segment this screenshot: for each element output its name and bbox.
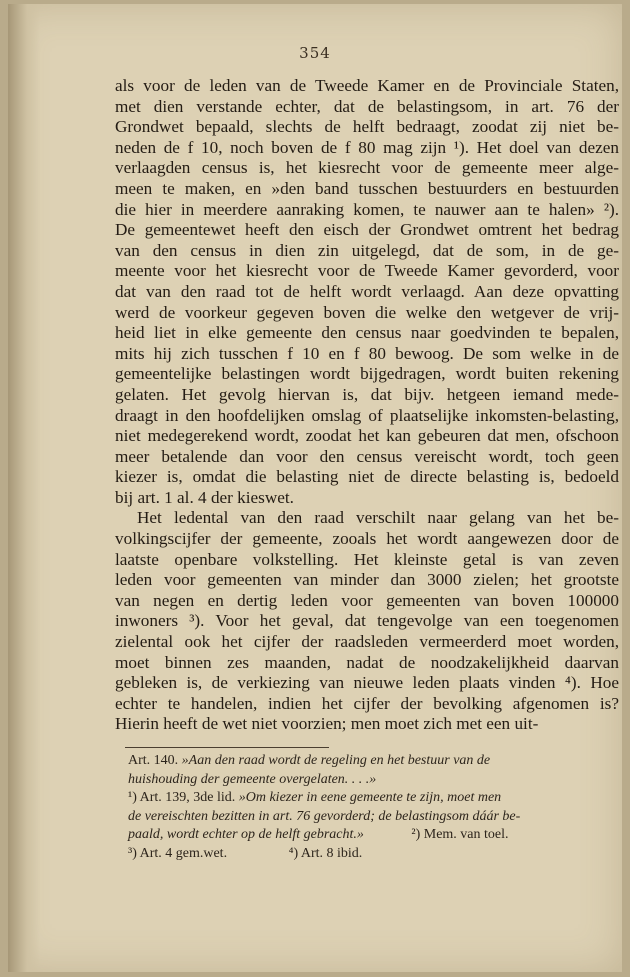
page-binding-shadow: [8, 4, 40, 972]
text-line: meen te maken, en »den band tusschen bestuurders en bestuurden: [115, 178, 619, 198]
footnote-article-line: [128, 752, 622, 771]
paragraph-1: [115, 76, 619, 508]
page-number: 354: [299, 44, 331, 62]
text-line: Hierin heeft de wet niet voorzien; men moet zich met een uit-: [115, 714, 539, 734]
text-line: met dien verstande echter, dat de belastingsom, in art. 76 der: [115, 96, 619, 116]
footnote-article-line: [128, 771, 622, 790]
footnote-3-4-line: [128, 845, 622, 864]
footnote-1-text-cont: de vereischten bezitten in art. 76 gevorderd; de belastingsom dáár be-: [128, 808, 521, 824]
footnote-3-text: Art. 4 gem.wet.: [139, 845, 228, 861]
text-line: kiezer is, omdat die belasting niet de directe belasting is, bedoeld: [115, 467, 619, 487]
footnote-article-label: Art. 140.: [128, 753, 179, 768]
text-line: meer betalende dan voor den census vereischt wordt, toch geen: [115, 446, 619, 466]
text-line: zielental ook het cijfer der raadsleden vermeerderd moet worden,: [115, 632, 619, 652]
footnote-2-marker: ²): [411, 827, 421, 843]
footnote-article-text: »Aan den raad wordt de regeling en het bestuur van de: [181, 753, 491, 768]
footnote-rule: [125, 747, 329, 748]
footnote-1-line: [128, 789, 622, 808]
footnote-1-line: [128, 808, 622, 827]
text-line: die hier in meerdere aanraking komen, te nauwer aan te halen» ²).: [115, 199, 619, 219]
footnote-1-text: »Om kiezer in eene gemeente te zijn, moet men: [238, 790, 502, 806]
footnotes: [128, 752, 622, 864]
footnote-article-text-cont: huishouding der gemeente overgelaten. . . .»: [128, 771, 377, 787]
text-line: gelaten. Het gevolg hiervan is, dat bijv. hetgeen iemand mede-: [115, 384, 619, 404]
text-line: mits hij zich tusschen f 10 en f 80 bewoog. De som welke in de: [115, 343, 619, 363]
text-line: inwoners ³). Voor het geval, dat tengevolge van een toegenomen: [115, 611, 619, 631]
footnote-1-text-end: paald, wordt echter op de helft gebracht.»: [128, 827, 364, 843]
text-line: dat van den raad tot de helft wordt verlaagd. Aan deze opvatting: [115, 281, 619, 301]
footnote-2-text: Mem. van toel.: [423, 827, 509, 843]
footnote-1-marker: ¹): [128, 790, 137, 806]
text-line: leden voor gemeenten van minder dan 3000 zielen; het grootste: [115, 570, 619, 590]
footnote-4-text: Art. 8 ibid.: [300, 845, 363, 861]
text-line: van den census in dien zin uitgelegd, dat de som, in de ge-: [115, 240, 619, 260]
text-line: werd de voorkeur gegeven boven die welke den wetgever de vrij-: [115, 302, 619, 322]
text-line: volkingscijfer der gemeente, zooals het wordt aangewezen door de: [115, 529, 619, 549]
text-line: gebleken is, de verkiezing van nieuwe leden plaats vinden ⁴). Hoe: [115, 673, 619, 693]
text-line: neden de f 10, noch boven de f 80 mag zijn ¹). Het doel van dezen: [115, 137, 619, 157]
text-line: Grondwet bepaald, slechts de helft bedraagt, zoodat zij niet be-: [115, 117, 619, 137]
text-line: draagt in den hoofdelijken omslag of plaatselijke inkomsten-belasting,: [115, 405, 619, 425]
footnote-1-line: [128, 826, 622, 845]
text-line: laatste openbare volkstelling. Het kleinste getal is van zeven: [115, 549, 619, 569]
text-line: als voor de leden van de Tweede Kamer en de Provinciale Staten,: [115, 76, 619, 95]
text-line: bij art. 1 al. 4 der kieswet.: [115, 487, 294, 507]
paragraph-2: [115, 508, 619, 735]
text-line: echter te handelen, indien het cijfer der bevolking afgenomen is?: [115, 693, 619, 713]
book-page: [8, 4, 622, 972]
main-text: [115, 76, 619, 735]
text-line: moet binnen zes maanden, nadat de noodzakelijkheid daarvan: [115, 652, 619, 672]
text-line: gemeentelijke belastingen wordt bijgedragen, wordt buiten rekening: [115, 364, 619, 384]
text-line: van negen en dertig leden voor gemeenten van boven 100000: [115, 590, 619, 610]
text-line: niet medegerekend wordt, zoodat het kan gebeuren dat men, ofschoon: [115, 426, 619, 446]
footnote-1-ref: Art. 139, 3de lid.: [139, 790, 236, 806]
text-line: meente voor het kiesrecht voor de Tweede Kamer gevorderd, voor: [115, 261, 619, 281]
text-line: Het ledental van den raad verschilt naar gelang van het be-: [137, 508, 619, 528]
text-line: De gemeentewet heeft den eisch der Grondwet omtrent het bedrag: [115, 220, 619, 240]
footnote-4-marker: ⁴): [288, 845, 299, 861]
text-line: heid liet in elke gemeente den census naar goedvinden te bepalen,: [115, 323, 619, 343]
text-line: verlaagden census is, het kiesrecht voor de gemeente meer alge-: [115, 158, 619, 178]
footnote-3-marker: ³): [128, 845, 137, 861]
